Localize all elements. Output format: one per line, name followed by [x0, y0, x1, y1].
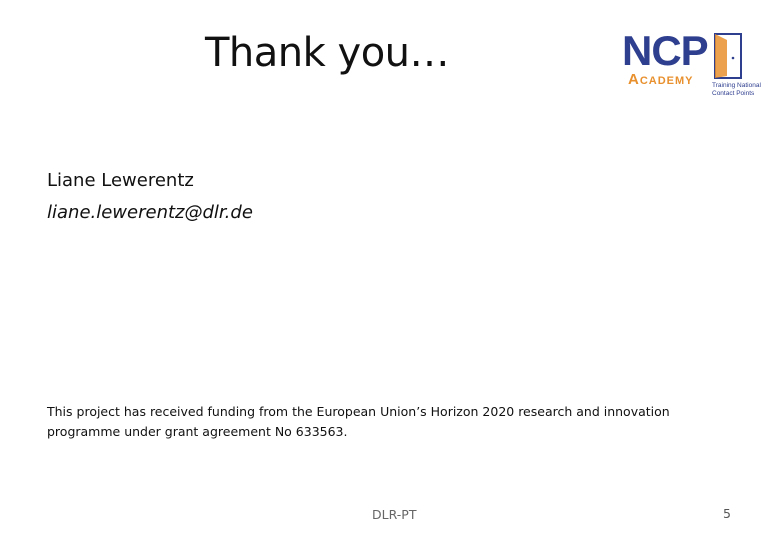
contact-block	[47, 165, 253, 229]
page-number: 5	[723, 506, 731, 521]
contact-name: Liane Lewerentz	[47, 170, 194, 191]
door-icon	[712, 32, 746, 80]
ncp-academy-logo	[622, 27, 770, 106]
contact-email: liane.lewerentz@dlr.de	[47, 202, 253, 223]
logo-subtitle: Training National Contact Points	[712, 82, 761, 97]
slide-title: Thank you…	[205, 30, 450, 76]
footer-text: DLR-PT	[372, 507, 417, 522]
logo-ncp-text: NCP	[622, 27, 708, 74]
logo-academy-text: Academy	[628, 71, 694, 88]
funding-statement: This project has received funding from the European Union’s Horizon 2020 research and innovation programme under grant agreement No 633563.	[47, 404, 670, 439]
